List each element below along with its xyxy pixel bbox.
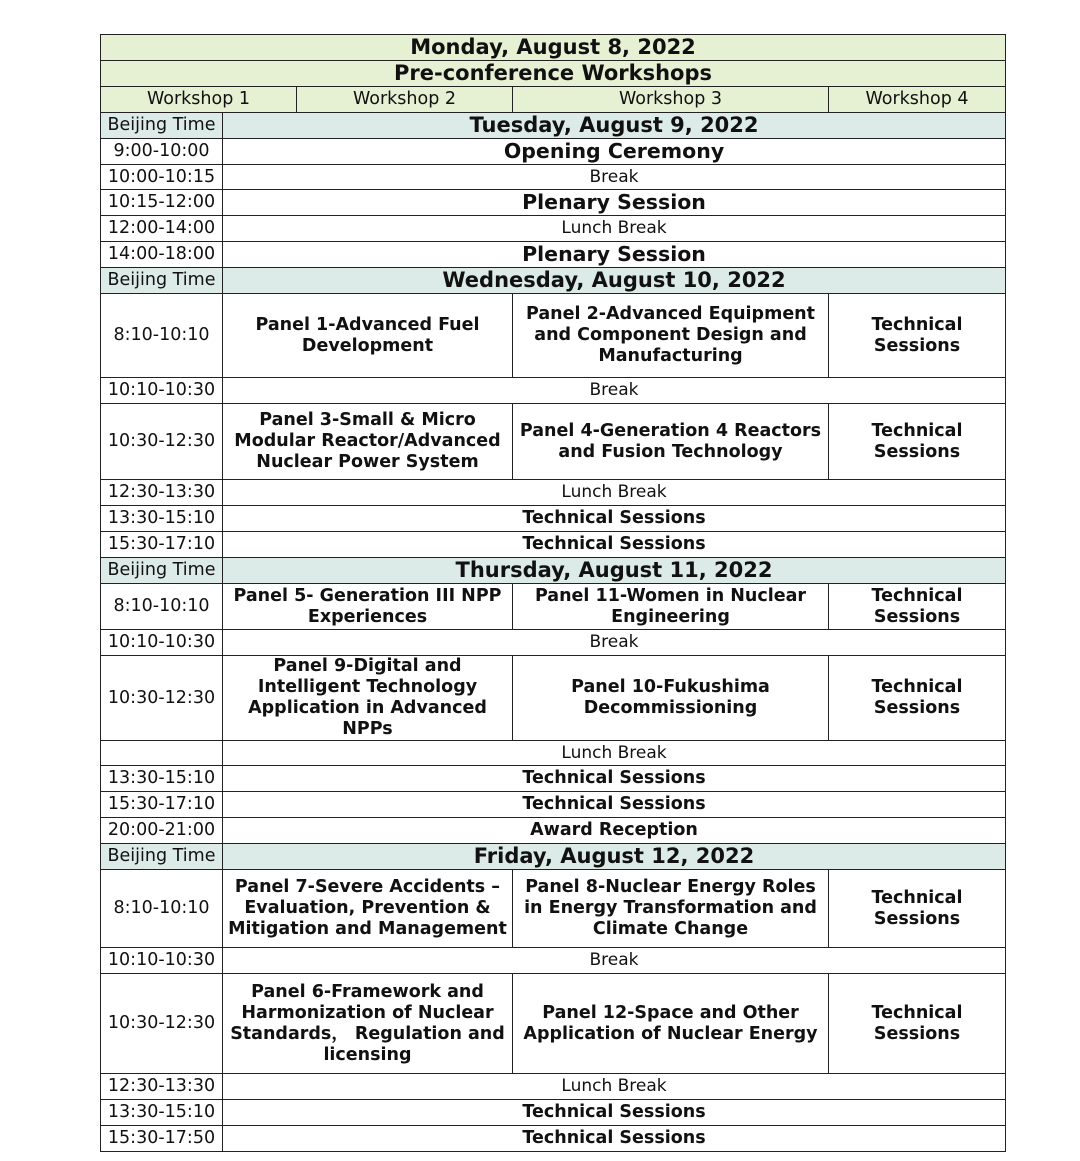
thursday-header-row [101,558,1006,584]
event: Lunch Break [223,216,1006,242]
time-slot: 12:00-14:00 [101,216,223,242]
workshop-1: Workshop 1 [101,87,297,113]
event: Break [223,630,1006,656]
event: Technical Sessions [223,792,1006,818]
friday-date: Friday, August 12, 2022 [223,844,1006,870]
workshop-2: Workshop 2 [297,87,513,113]
time-slot: 15:30-17:10 [101,792,223,818]
workshops-row [101,87,1006,113]
technical-sessions: Technical Sessions [829,974,1006,1074]
panel-a: Panel 5- Generation III NPP Experiences [223,584,513,630]
schedule-row [101,948,1006,974]
time-slot: 13:30-15:10 [101,506,223,532]
panel-a: Panel 7-Severe Accidents – Evaluation, Prevention & Mitigation and Management [223,870,513,948]
event: Technical Sessions [223,506,1006,532]
time-slot: 10:30-12:30 [101,404,223,480]
schedule-row [101,378,1006,404]
panel-b: Panel 4-Generation 4 Reactors and Fusion Technology [513,404,829,480]
panel-a: Panel 3-Small & Micro Modular Reactor/Advanced Nuclear Power System [223,404,513,480]
technical-sessions: Technical Sessions [829,294,1006,378]
schedule-row [101,480,1006,506]
schedule-row [101,1126,1006,1152]
panel-row [101,656,1006,741]
workshops-title: Pre-conference Workshops [101,61,1006,87]
panel-row [101,974,1006,1074]
event: Break [223,378,1006,404]
schedule-row [101,792,1006,818]
schedule-row [101,630,1006,656]
event: Lunch Break [223,741,1006,766]
technical-sessions: Technical Sessions [829,870,1006,948]
schedule-row [101,165,1006,190]
time-slot: 8:10-10:10 [101,294,223,378]
panel-b: Panel 11-Women in Nuclear Engineering [513,584,829,630]
schedule-row [101,766,1006,792]
schedule-row [101,1100,1006,1126]
event: Technical Sessions [223,532,1006,558]
time-slot: 10:00-10:15 [101,165,223,190]
schedule-row [101,190,1006,216]
beijing-time-label: Beijing Time [101,268,223,294]
workshops-title-row [101,61,1006,87]
event: Lunch Break [223,480,1006,506]
event: Award Reception [223,818,1006,844]
time-slot: 8:10-10:10 [101,584,223,630]
time-slot: 20:00-21:00 [101,818,223,844]
schedule-row [101,139,1006,165]
time-slot: 12:30-13:30 [101,1074,223,1100]
thursday-date: Thursday, August 11, 2022 [223,558,1006,584]
technical-sessions: Technical Sessions [829,656,1006,741]
friday-header-row [101,844,1006,870]
event: Technical Sessions [223,1100,1006,1126]
panel-b: Panel 12-Space and Other Application of Nuclear Energy [513,974,829,1074]
conference-schedule [100,34,1005,1152]
event: Opening Ceremony [223,139,1006,165]
time-slot: 13:30-15:10 [101,766,223,792]
event: Break [223,165,1006,190]
panel-a: Panel 6-Framework and Harmonization of Nuclear Standards， Regulation and licensing [223,974,513,1074]
event: Technical Sessions [223,766,1006,792]
schedule-row [101,818,1006,844]
event: Lunch Break [223,1074,1006,1100]
time-slot: 10:10-10:30 [101,630,223,656]
monday-date-row [101,35,1006,61]
beijing-time-label: Beijing Time [101,558,223,584]
time-slot: 10:10-10:30 [101,948,223,974]
workshop-3: Workshop 3 [513,87,829,113]
panel-a: Panel 9-Digital and Intelligent Technology Application in Advanced NPPs [223,656,513,741]
time-slot: 10:15-12:00 [101,190,223,216]
time-slot: 8:10-10:10 [101,870,223,948]
schedule-row [101,506,1006,532]
beijing-time-label: Beijing Time [101,113,223,139]
time-slot [101,741,223,766]
wednesday-date: Wednesday, August 10, 2022 [223,268,1006,294]
time-slot: 15:30-17:50 [101,1126,223,1152]
beijing-time-label: Beijing Time [101,844,223,870]
technical-sessions: Technical Sessions [829,584,1006,630]
panel-b: Panel 2-Advanced Equipment and Component Design and Manufacturing [513,294,829,378]
panel-row [101,404,1006,480]
panel-row [101,294,1006,378]
panel-row [101,870,1006,948]
schedule-row [101,741,1006,766]
schedule-row [101,216,1006,242]
panel-b: Panel 10-Fukushima Decommissioning [513,656,829,741]
schedule-table [100,34,1006,1152]
panel-row [101,584,1006,630]
tuesday-header-row [101,113,1006,139]
event: Plenary Session [223,242,1006,268]
schedule-row [101,532,1006,558]
monday-date: Monday, August 8, 2022 [101,35,1006,61]
wednesday-header-row [101,268,1006,294]
schedule-row [101,1074,1006,1100]
event: Plenary Session [223,190,1006,216]
time-slot: 14:00-18:00 [101,242,223,268]
workshop-4: Workshop 4 [829,87,1006,113]
time-slot: 10:30-12:30 [101,974,223,1074]
event: Technical Sessions [223,1126,1006,1152]
event: Break [223,948,1006,974]
time-slot: 9:00-10:00 [101,139,223,165]
technical-sessions: Technical Sessions [829,404,1006,480]
time-slot: 15:30-17:10 [101,532,223,558]
tuesday-date: Tuesday, August 9, 2022 [223,113,1006,139]
time-slot: 12:30-13:30 [101,480,223,506]
panel-a: Panel 1-Advanced Fuel Development [223,294,513,378]
time-slot: 13:30-15:10 [101,1100,223,1126]
schedule-row [101,242,1006,268]
panel-b: Panel 8-Nuclear Energy Roles in Energy Transformation and Climate Change [513,870,829,948]
time-slot: 10:30-12:30 [101,656,223,741]
time-slot: 10:10-10:30 [101,378,223,404]
